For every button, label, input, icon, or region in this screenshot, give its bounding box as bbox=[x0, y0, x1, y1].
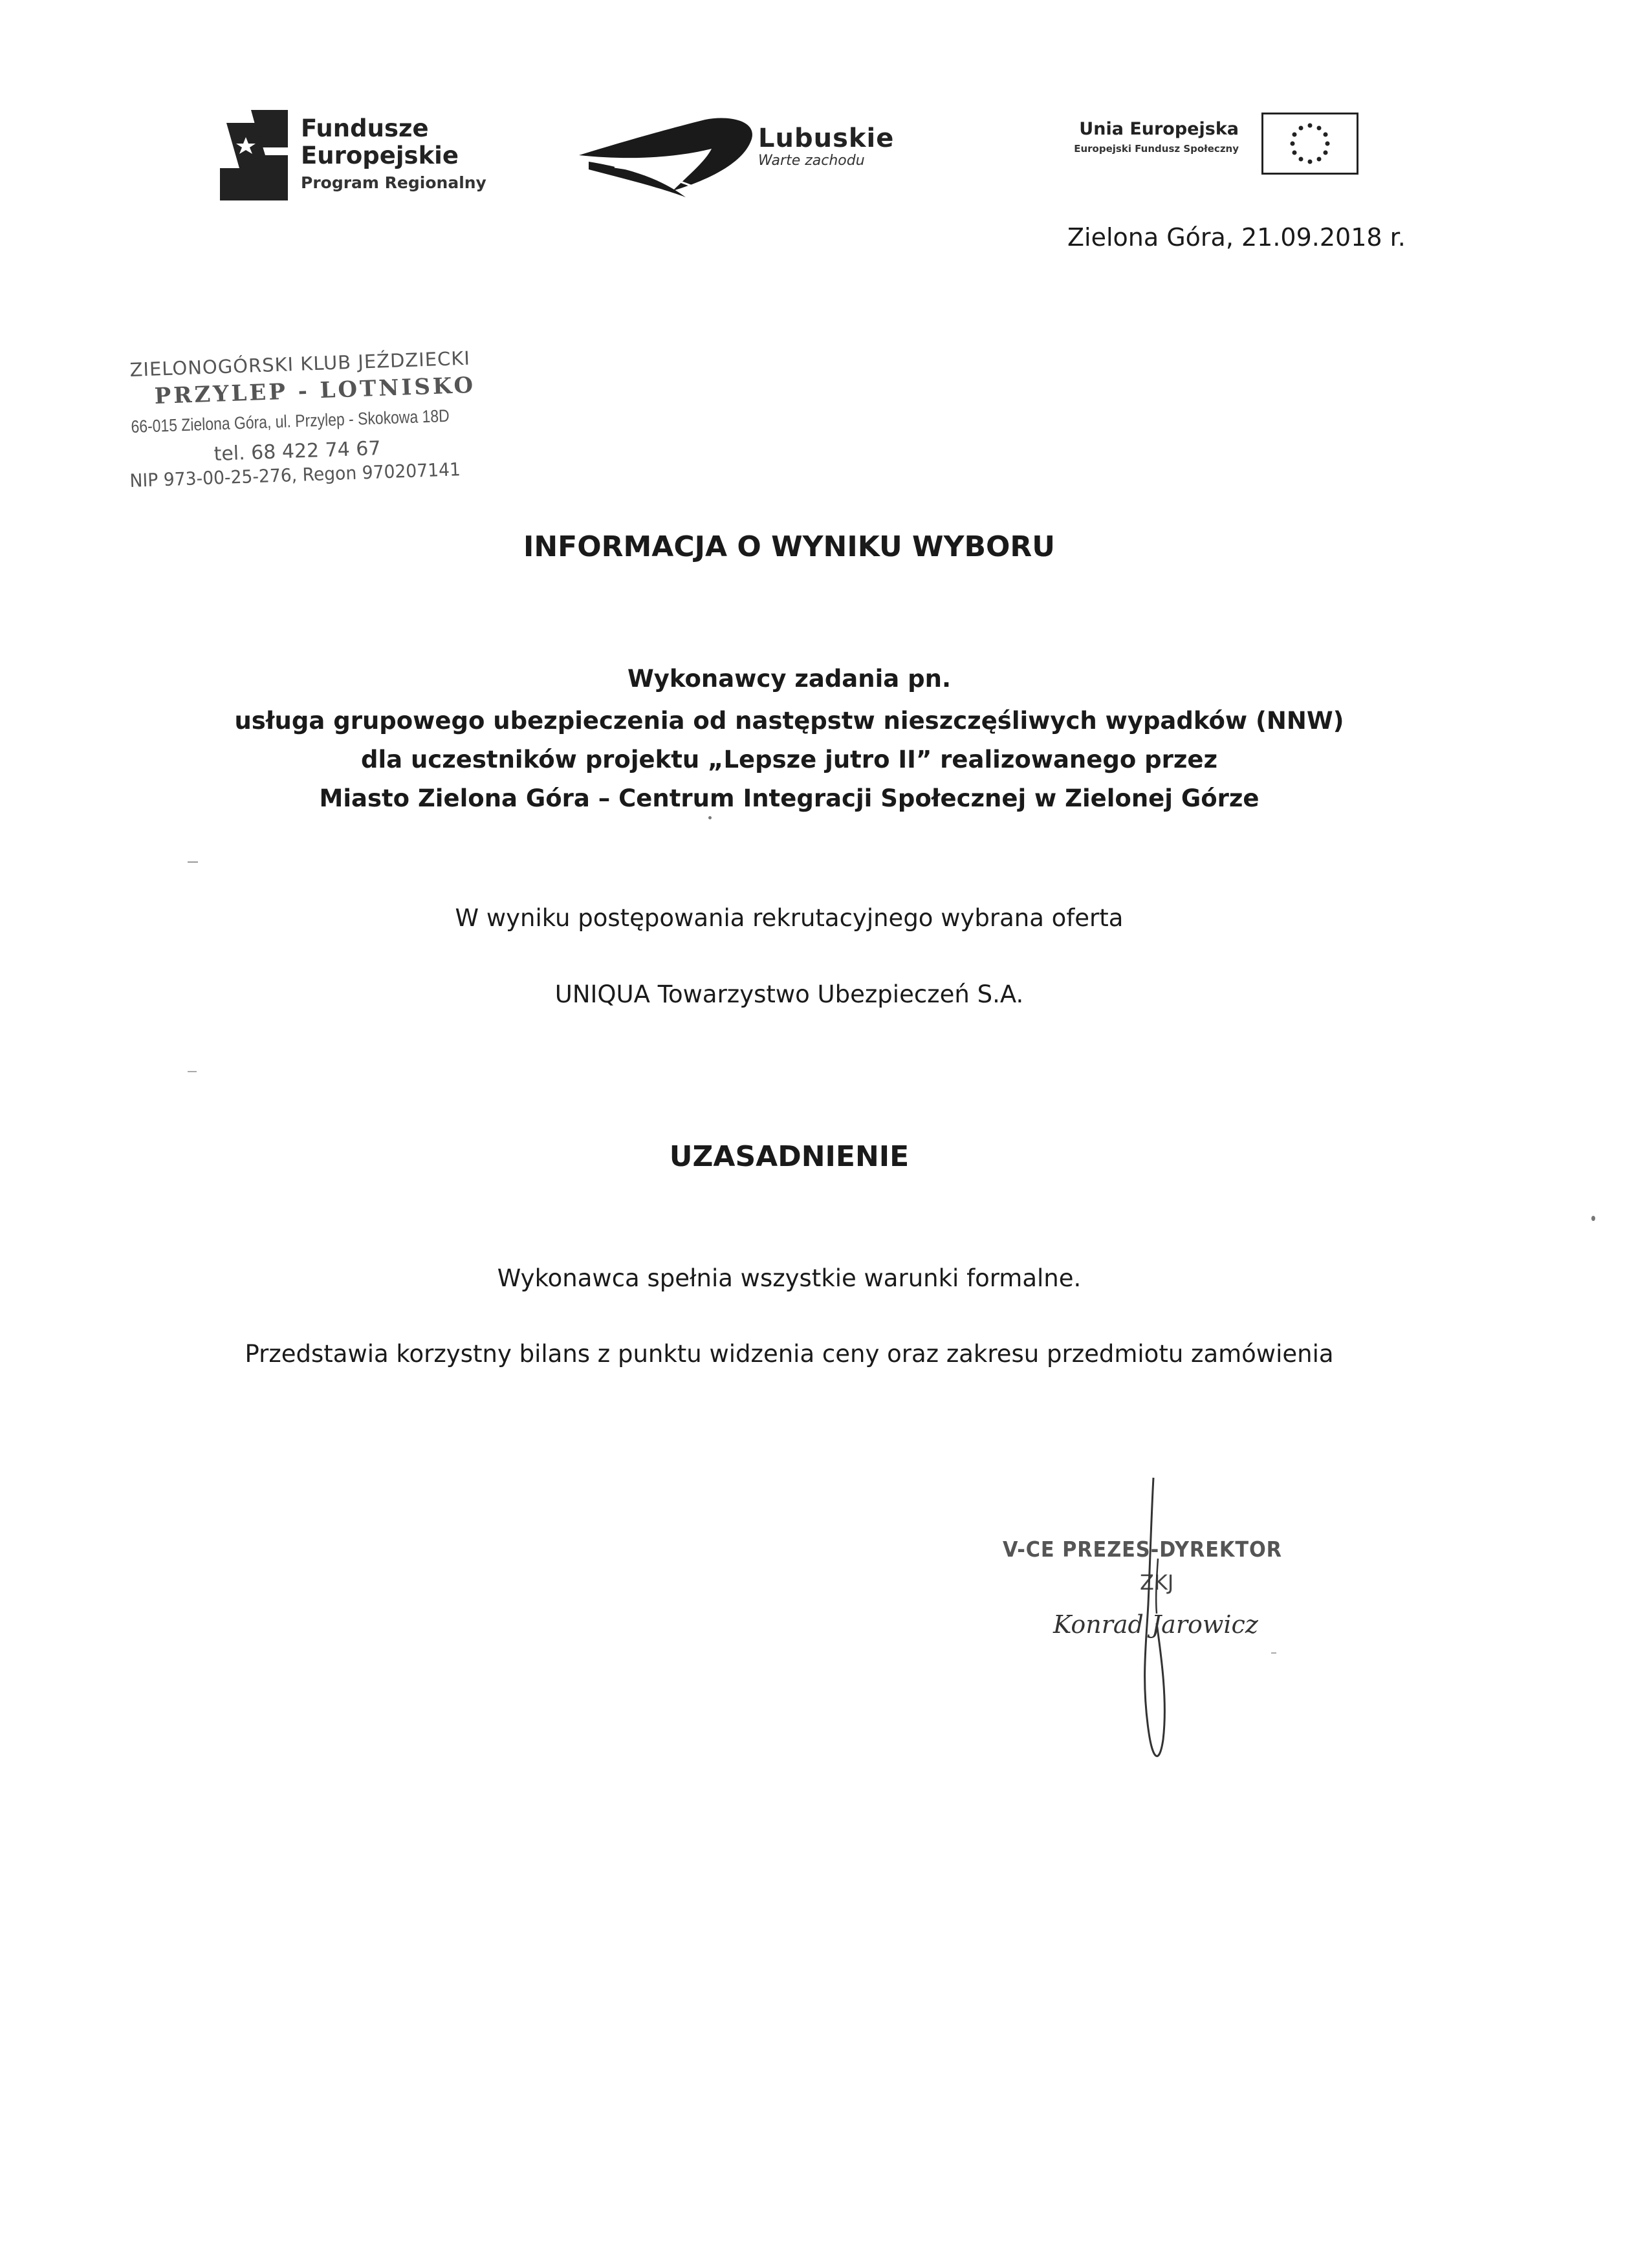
handwritten-signature-icon bbox=[1003, 1474, 1326, 1785]
stamp-line-club: ZIELONOGÓRSKI KLUB JEŹDZIECKI bbox=[129, 347, 471, 381]
task-line-3: dla uczestników projektu „Lepsze jutro II” realizowanego przez bbox=[360, 746, 1218, 773]
justification-line-2: Przedstawia korzystny bilans z punktu widzenia ceny oraz zakresu przedmiotu zamówienia bbox=[245, 1340, 1334, 1368]
scan-speck bbox=[1271, 1652, 1276, 1654]
signature-org: ZKJ bbox=[1140, 1570, 1174, 1595]
scan-speck bbox=[188, 861, 198, 863]
organization-stamp bbox=[129, 347, 492, 501]
lubuskie-swoosh-icon bbox=[576, 116, 763, 200]
signature-block bbox=[1003, 1474, 1326, 1785]
ue-logo-name: Unia Europejska bbox=[1079, 119, 1239, 139]
task-line-2: usługa grupowego ubezpieczenia od następstw nieszczęśliwych wypadków (NNW) bbox=[234, 707, 1344, 735]
justification-line-1: Wykonawca spełnia wszystkie warunki formalne. bbox=[497, 1264, 1082, 1292]
scan-speck bbox=[708, 816, 712, 819]
stamp-line-phone: tel. 68 422 74 67 bbox=[213, 437, 382, 466]
result-line-1: W wyniku postępowania rekrutacyjnego wybrana oferta bbox=[455, 904, 1124, 932]
justification-heading: UZASADNIENIE bbox=[669, 1140, 910, 1173]
fundusze-europejskie-emblem-icon bbox=[220, 110, 288, 200]
fundusze-europejskie-logo bbox=[220, 110, 518, 207]
selected-offer: UNIQUA Towarzystwo Ubezpieczeń S.A. bbox=[554, 980, 1024, 1008]
ue-logo-fund: Europejski Fundusz Społeczny bbox=[1074, 143, 1239, 155]
lubuskie-logo-tagline: Warte zachodu bbox=[758, 153, 865, 169]
document-date: Zielona Góra, 21.09.2018 r. bbox=[1067, 223, 1406, 252]
task-line-1: Wykonawcy zadania pn. bbox=[627, 665, 952, 693]
fe-logo-line3: Program Regionalny bbox=[301, 173, 486, 192]
unia-europejska-logo bbox=[1022, 110, 1358, 181]
scan-speck bbox=[1591, 1216, 1595, 1221]
signature-title: V-CE PREZES-DYREKTOR bbox=[1003, 1537, 1282, 1562]
fe-logo-line1: Fundusze bbox=[301, 114, 429, 142]
signature-name: Konrad Jarowicz bbox=[1053, 1610, 1258, 1639]
lubuskie-logo bbox=[576, 110, 912, 207]
fe-logo-line2: Europejskie bbox=[301, 142, 459, 169]
document-title: INFORMACJA O WYNIKU WYBORU bbox=[523, 530, 1056, 563]
task-line-4: Miasto Zielona Góra – Centrum Integracji Społecznej w Zielonej Górze bbox=[319, 784, 1260, 812]
stamp-line-nip-regon: NIP 973-00-25-276, Regon 970207141 bbox=[129, 459, 461, 491]
stamp-line-address: 66-015 Zielona Góra, ul. Przylep - Skokowa 18D bbox=[131, 405, 450, 437]
scan-speck bbox=[188, 1071, 197, 1072]
eu-flag-icon bbox=[1261, 113, 1358, 175]
stamp-line-name: PRZYLEP - LOTNISKO bbox=[154, 372, 476, 409]
lubuskie-logo-name: Lubuskie bbox=[758, 124, 895, 153]
